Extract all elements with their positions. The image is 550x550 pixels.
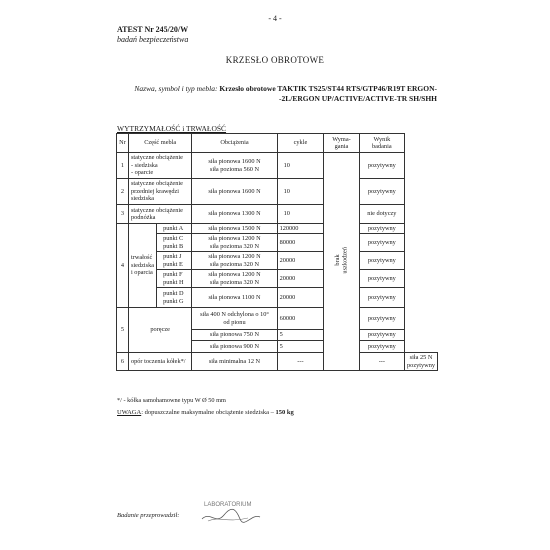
table-row: [117, 234, 438, 252]
header-cycles: cykle: [277, 134, 324, 153]
section-title: WYTRZYMAŁOŚĆ i TRWAŁOŚĆ: [117, 124, 227, 133]
row-nr: 1: [117, 153, 129, 179]
table-row: [117, 179, 438, 205]
product-label: Nazwa, symbol i typ mebla:: [134, 84, 218, 93]
row-nr: 2: [117, 179, 129, 205]
row-load: siła pionowa 1300 N: [192, 205, 277, 224]
row-result: pozytywny: [359, 308, 404, 330]
table-row: [117, 224, 438, 234]
row-part: poręcze: [128, 308, 191, 353]
header-nr: Nr: [117, 134, 129, 153]
table-row: [117, 153, 438, 179]
row-part: statyczne obciążenie przedniej krawędzi siedziska: [128, 179, 191, 205]
row-result: siła 25 N pozytywny: [405, 353, 438, 371]
row-load: siła pionowa 1200 N siła pozioma 320 N: [192, 252, 277, 270]
row-cycles: 5: [277, 341, 324, 353]
row-load: siła pionowa 1200 N siła pozioma 320 N: [192, 234, 277, 252]
row-cycles: 60000: [277, 308, 324, 330]
row-result: pozytywny: [359, 153, 404, 179]
row-cycles: 20000: [277, 288, 324, 308]
row-result: pozytywny: [359, 224, 404, 234]
header-requirements: Wyma- gania: [324, 134, 359, 153]
row-nr: 4: [117, 224, 129, 308]
table-header-row: [117, 134, 438, 153]
note-value: 150 kg: [275, 409, 294, 416]
row-load: siła minimalna 12 N: [192, 353, 277, 371]
row-point: punkt J punkt E: [157, 252, 192, 270]
row-point: punkt C punkt B: [157, 234, 192, 252]
row-cycles: 5: [277, 330, 324, 341]
row-load: siła pionowa 750 N: [192, 330, 277, 341]
row-cycles: 10: [277, 205, 324, 224]
row-result: nie dotyczy: [359, 205, 404, 224]
row-part: statyczne obciążenie - siedziska - oparcie: [128, 153, 191, 179]
row-cycles: ---: [277, 353, 324, 371]
product-name-line1: Krzesło obrotowe TAKTIK TS25/ST44 RTS/GTP46/R19T ERGON-: [219, 84, 437, 93]
row-load: siła pionowa 1100 N: [192, 288, 277, 308]
requirements-text: brak uszkodzeń: [333, 246, 349, 274]
table-row: [117, 270, 438, 288]
row-point: punkt A: [157, 224, 192, 234]
atest-subtitle: badań bezpieczeństwa: [117, 35, 189, 44]
row-part: statyczne obciążenie podnóżka: [128, 205, 191, 224]
note-label: UWAGA: [117, 409, 142, 416]
table-row: [117, 308, 438, 330]
table-row: [117, 252, 438, 270]
table-row: [117, 353, 438, 371]
page-title: KRZESŁO OBROTOWE: [225, 55, 325, 65]
results-table: [116, 133, 438, 371]
row-cycles: 120000: [277, 224, 324, 234]
table-row: [117, 288, 438, 308]
row-cycles: 10: [277, 179, 324, 205]
row-part: trwałość siedziska i oparcia: [128, 224, 156, 308]
note-text: : dopuszczalne maksymalne obciążenie siedziska –: [141, 409, 276, 416]
row-load: siła pionowa 900 N: [192, 341, 277, 353]
row-cycles: 10: [277, 153, 324, 179]
row-nr: 3: [117, 205, 129, 224]
row-result: pozytywny: [359, 288, 404, 308]
row-load: siła pionowa 1600 N: [192, 179, 277, 205]
product-name-line2: -2L/ERGON UP/ACTIVE/ACTIVE-TR SH/SHH: [279, 94, 437, 103]
row-load: siła pionowa 1500 N: [192, 224, 277, 234]
row-result: pozytywny: [359, 330, 404, 341]
row-result: pozytywny: [359, 179, 404, 205]
row-load: siła pionowa 1200 N siła pozioma 320 N: [192, 270, 277, 288]
stamp-text: LABORATORIUM: [204, 502, 252, 508]
signature-label: Badanie przeprowadził:: [117, 512, 180, 519]
row-point: punkt F punkt H: [157, 270, 192, 288]
header-result: Wynik badania: [359, 134, 404, 153]
row-nr: 5: [117, 308, 129, 353]
row-cycles: 80000: [277, 234, 324, 252]
row-part: opór toczenia kółek*/: [128, 353, 191, 371]
row-result: pozytywny: [359, 252, 404, 270]
note: [117, 409, 294, 416]
page-number: - 4 -: [268, 14, 282, 23]
row-load: siła pionowa 1600 N siła pozioma 560 N: [192, 153, 277, 179]
requirements-cell: [324, 153, 359, 371]
header-part: Część mebla: [128, 134, 191, 153]
product-description: [117, 84, 437, 104]
row-cycles: 20000: [277, 270, 324, 288]
row-cycles: 20000: [277, 252, 324, 270]
atest-number: ATEST Nr 245/20/W: [117, 25, 189, 34]
row-point: punkt D punkt G: [157, 288, 192, 308]
row-nr: 6: [117, 353, 129, 371]
header-load: Obciążenia: [192, 134, 277, 153]
document-header: [117, 25, 188, 45]
row-load: siła 400 N odchylona o 10° od pionu: [192, 308, 277, 330]
row-result: pozytywny: [359, 341, 404, 353]
table-row: [117, 205, 438, 224]
row-result: pozytywny: [359, 234, 404, 252]
signature-stamp-icon: [200, 499, 270, 527]
row-requirement: ---: [359, 353, 404, 371]
row-result: pozytywny: [359, 270, 404, 288]
footnote: */ - kółka samohamowne typu W Ø 50 mm: [117, 397, 226, 404]
